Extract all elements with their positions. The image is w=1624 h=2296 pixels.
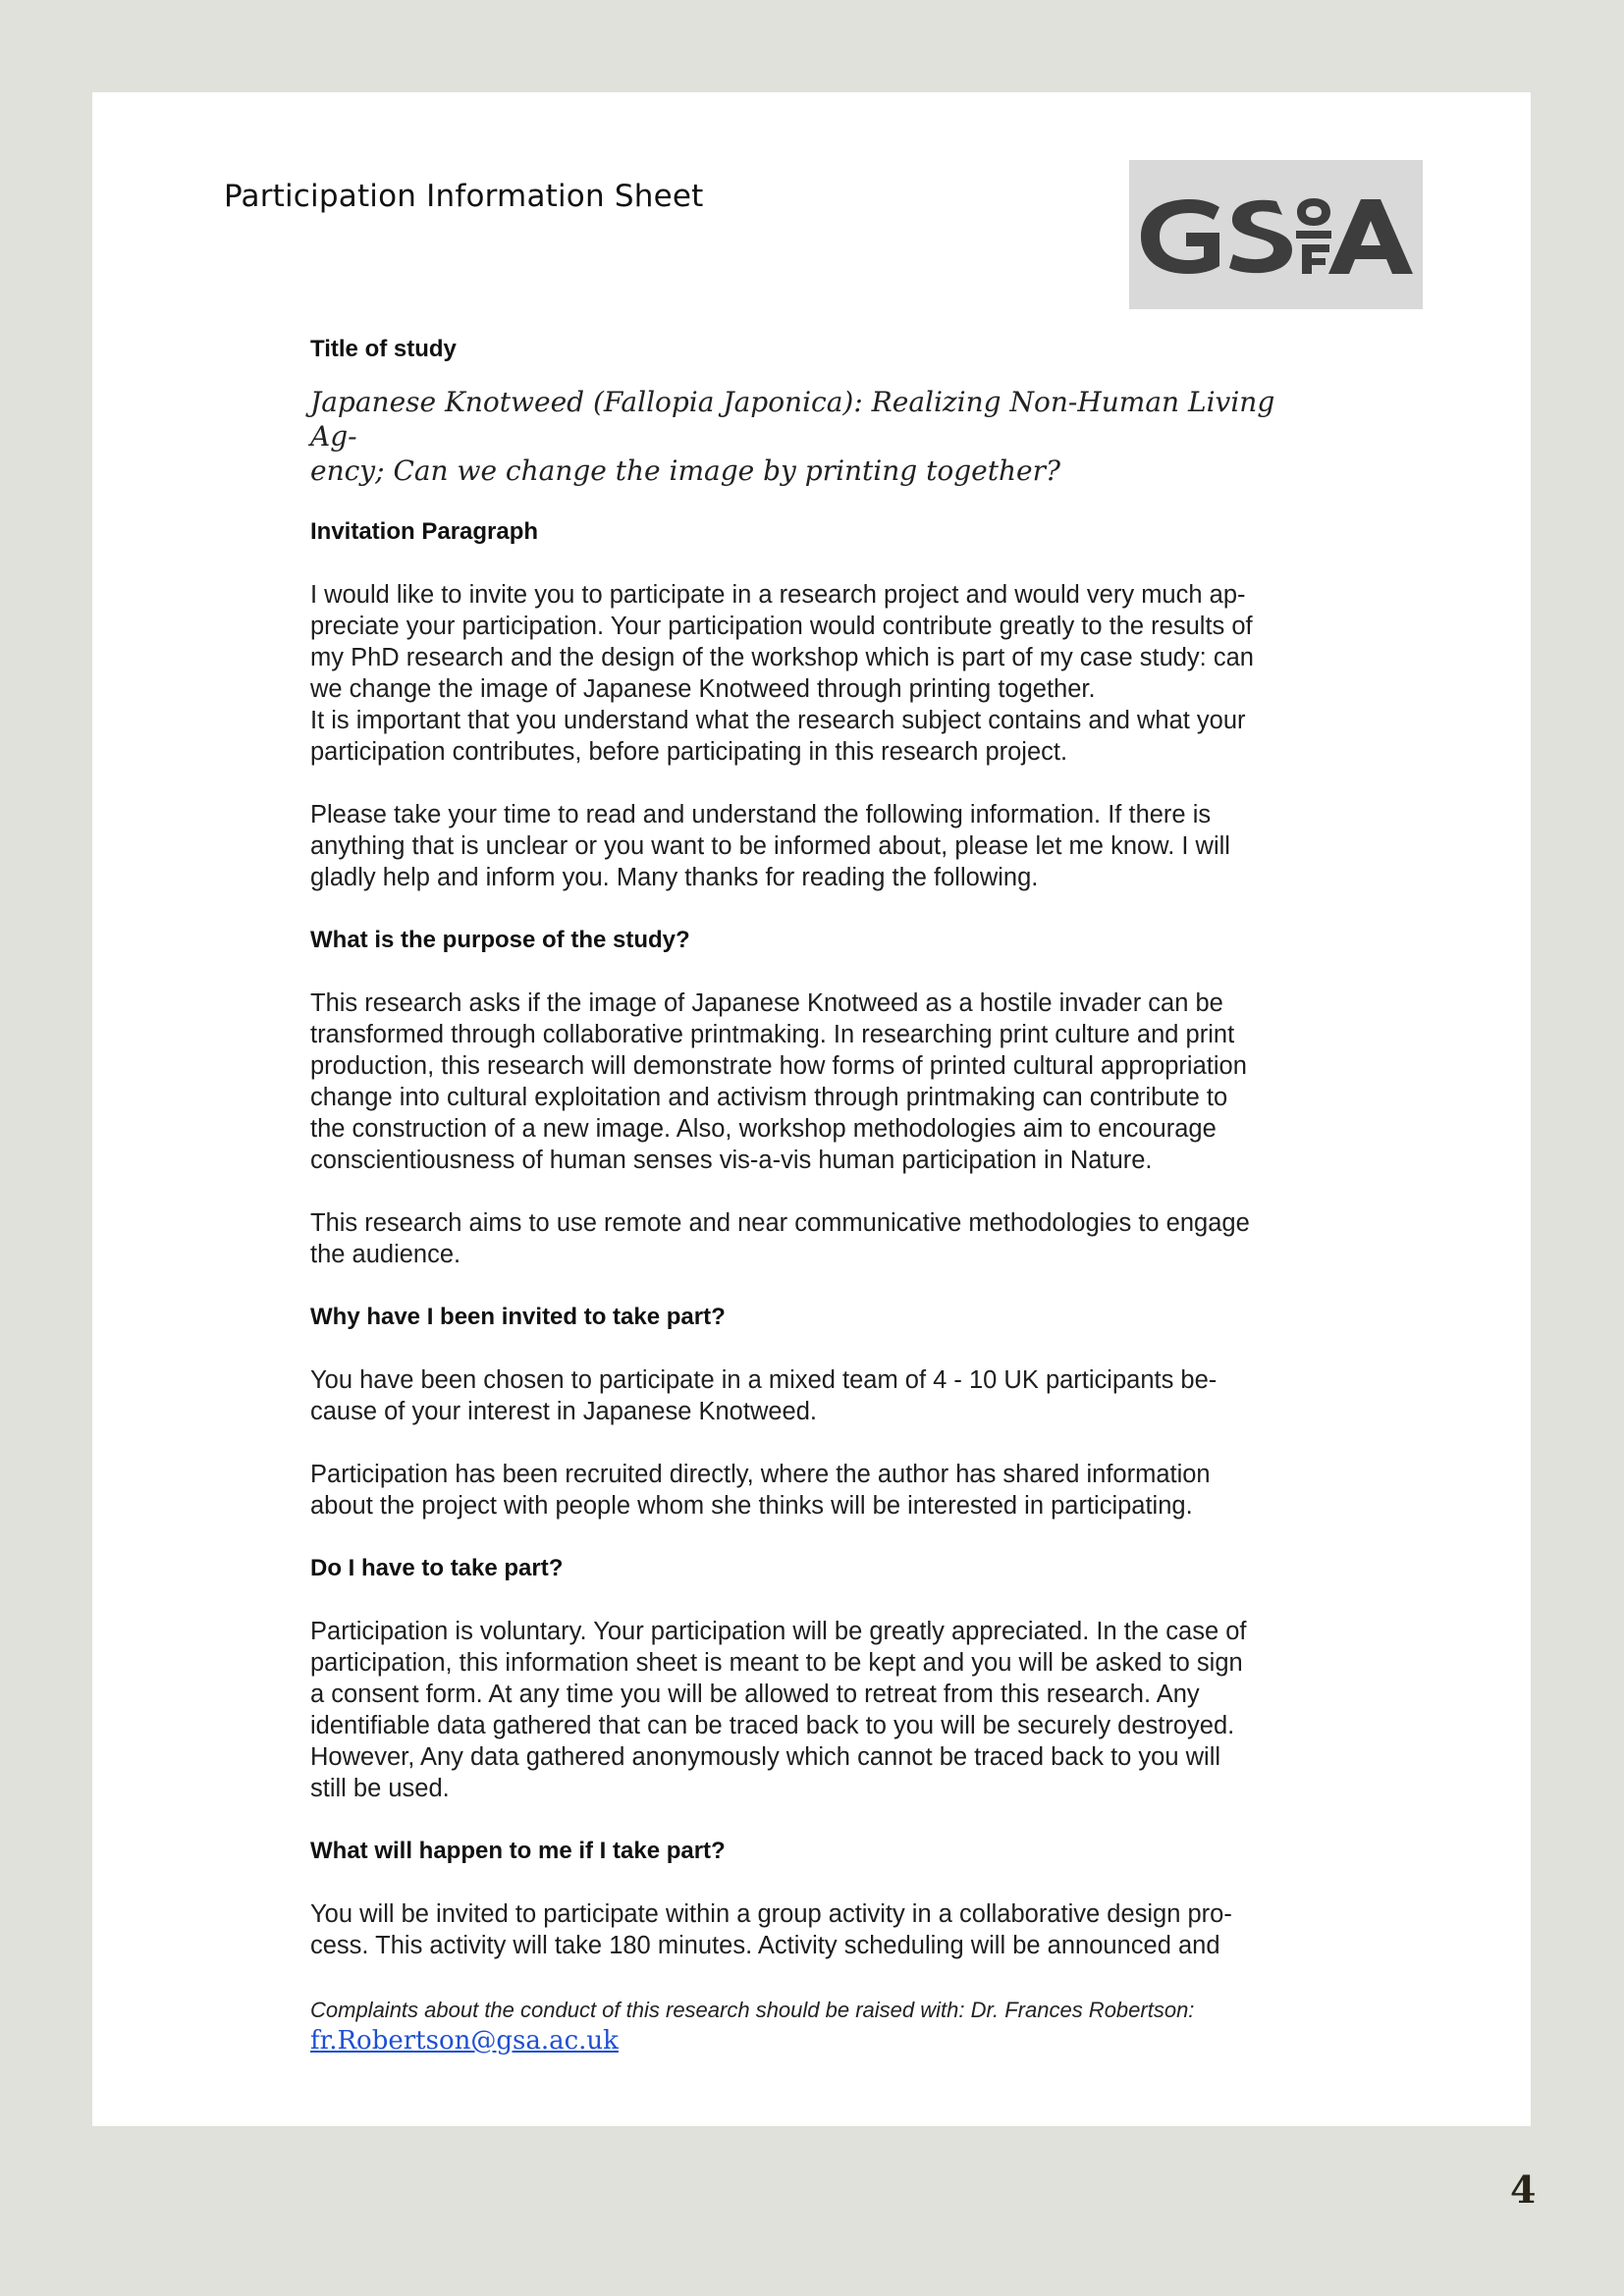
- text-line: change into cultural exploitation and activism through printmaking can contribute to: [310, 1084, 1228, 1111]
- page-number: 4: [1510, 2167, 1537, 2212]
- logo-bar: [1296, 231, 1331, 239]
- text-line: conscientiousness of human senses vis-a-vis human participation in Nature.: [310, 1147, 1153, 1174]
- gsofa-logo-icon: [1129, 160, 1423, 309]
- text-line: still be used.: [310, 1775, 450, 1802]
- logo-letter-a: [1328, 199, 1413, 274]
- text-line: You will be invited to participate within a group activity in a collaborative design pro-: [310, 1900, 1232, 1928]
- text-line: You have been chosen to participate in a mixed team of 4 - 10 UK participants be-: [310, 1366, 1218, 1394]
- text-line: Participation is voluntary. Your participation will be greatly appreciated. In the case of: [310, 1618, 1247, 1645]
- study-title-line: ency; Can we change the image by printing together?: [310, 454, 1060, 487]
- text-line: participation, this information sheet is meant to be kept and you will be asked to sign: [310, 1649, 1243, 1677]
- text-line: cess. This activity will take 180 minutes. Activity scheduling will be announced and: [310, 1932, 1220, 1959]
- logo-letter-o: [1297, 198, 1330, 226]
- text-line: This research aims to use remote and near communicative methodologies to engage: [310, 1209, 1250, 1237]
- text-line: participation contributes, before participating in this research project.: [310, 738, 1068, 766]
- text-line: anything that is unclear or you want to be informed about, please let me know. I will: [310, 832, 1230, 860]
- logo-letter-g: [1141, 199, 1219, 274]
- text-line: preciate your participation. Your participation would contribute greatly to the results of: [310, 613, 1253, 640]
- page-title: Participation Information Sheet: [224, 179, 704, 214]
- text-line: Please take your time to read and understand the following information. If there is: [310, 801, 1212, 828]
- text-line: a consent form. At any time you will be allowed to retreat from this research. Any: [310, 1681, 1200, 1708]
- text-line: we change the image of Japanese Knotweed through printing together.: [310, 675, 1096, 703]
- study-title-line: Japanese Knotweed (Fallopia Japonica): Realizing Non-Human Living Ag-: [310, 386, 1275, 453]
- text-line: I would like to invite you to participate in a research project and would very much ap-: [310, 581, 1246, 609]
- text-line: identifiable data gathered that can be traced back to you will be securely destroyed.: [310, 1712, 1235, 1739]
- text-line: Participation has been recruited directly, where the author has shared information: [310, 1461, 1211, 1488]
- logo-letter-s: [1229, 200, 1292, 273]
- purpose-paragraph-2: [310, 1207, 1322, 1270]
- study-title: [310, 385, 1322, 488]
- take-part-paragraph: [310, 1616, 1322, 1804]
- text-line: my PhD research and the design of the workshop which is part of my case study: can: [310, 644, 1254, 671]
- title-of-study-heading: Title of study: [310, 336, 457, 362]
- text-line: This research asks if the image of Japanese Knotweed as a hostile invader can be: [310, 989, 1223, 1017]
- gsofa-logo: [1129, 160, 1423, 309]
- text-line: the audience.: [310, 1241, 461, 1268]
- content-body: [310, 334, 1322, 2057]
- invitation-heading: Invitation Paragraph: [310, 518, 539, 545]
- purpose-heading: What is the purpose of the study?: [310, 927, 690, 953]
- invited-paragraph-2: [310, 1459, 1322, 1522]
- text-line: about the project with people whom she thinks will be interested in participating.: [310, 1492, 1193, 1520]
- complaints-note: Complaints about the conduct of this research should be raised with: Dr. Frances Robertson:: [310, 1998, 1195, 2022]
- text-line: cause of your interest in Japanese Knotweed.: [310, 1398, 817, 1425]
- invited-paragraph-1: [310, 1364, 1322, 1427]
- text-line: However, Any data gathered anonymously which cannot be traced back to you will: [310, 1743, 1221, 1771]
- happen-heading: What will happen to me if I take part?: [310, 1838, 726, 1864]
- invitation-paragraph-2: [310, 799, 1322, 893]
- text-line: production, this research will demonstrate how forms of printed cultural appropriation: [310, 1052, 1247, 1080]
- invitation-paragraph-1: [310, 579, 1322, 768]
- purpose-paragraph-1: [310, 988, 1322, 1176]
- text-line: It is important that you understand what the research subject contains and what your: [310, 707, 1246, 734]
- text-line: gladly help and inform you. Many thanks for reading the following.: [310, 864, 1039, 891]
- text-line: transformed through collaborative printmaking. In researching print culture and print: [310, 1021, 1235, 1048]
- logo-letter-f: [1302, 244, 1329, 274]
- invited-heading: Why have I been invited to take part?: [310, 1304, 726, 1330]
- text-line: the construction of a new image. Also, workshop methodologies aim to encourage: [310, 1115, 1217, 1143]
- contact-email-link[interactable]: fr.Robertson@gsa.ac.uk: [310, 2026, 619, 2056]
- happen-paragraph: [310, 1898, 1322, 1961]
- take-part-heading: Do I have to take part?: [310, 1555, 564, 1581]
